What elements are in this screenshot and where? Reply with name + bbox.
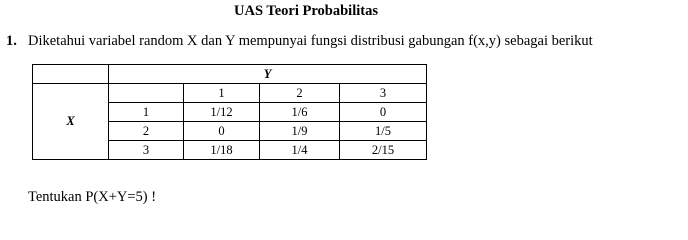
probability-cell: 1/12 (184, 103, 260, 122)
table-header-row (33, 65, 427, 84)
corner-cell (33, 65, 109, 84)
y-variable-label: Y (109, 65, 427, 84)
probability-cell: 1/9 (260, 122, 340, 141)
x-variable-label: X (33, 84, 109, 160)
y-value-cell: 3 (340, 84, 427, 103)
x-value-cell: 1 (109, 103, 184, 122)
y-value-cell: 2 (260, 84, 340, 103)
x-value-cell: 3 (109, 141, 184, 160)
question-number: 1. (6, 33, 17, 49)
probability-cell: 1/18 (184, 141, 260, 160)
probability-cell: 0 (184, 122, 260, 141)
probability-cell: 1/4 (260, 141, 340, 160)
y-values-blank-cell (109, 84, 184, 103)
question-text: Diketahui variabel random X dan Y mempunyai fungsi distribusi gabungan f(x,y) sebagai berikut (28, 33, 593, 49)
probability-cell: 1/6 (260, 103, 340, 122)
table-y-values-row (33, 84, 427, 103)
probability-cell: 1/5 (340, 122, 427, 141)
x-value-cell: 2 (109, 122, 184, 141)
y-value-cell: 1 (184, 84, 260, 103)
document-title: UAS Teori Probabilitas (234, 3, 378, 19)
joint-distribution-table (32, 64, 427, 160)
task-text: Tentukan P(X+Y=5) ! (28, 189, 157, 205)
probability-cell: 0 (340, 103, 427, 122)
probability-cell: 2/15 (340, 141, 427, 160)
